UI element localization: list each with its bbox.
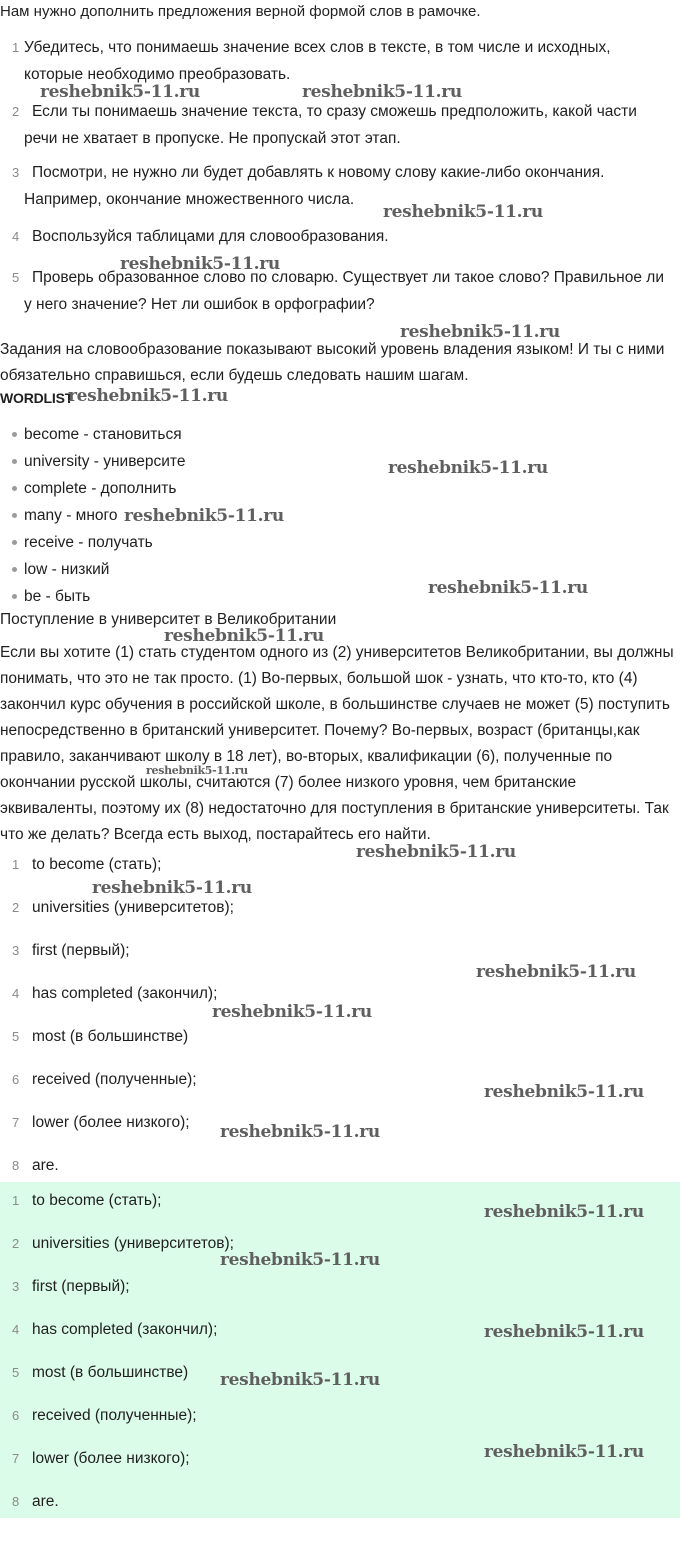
word-entry: low - низкий [24, 561, 110, 578]
watermark: reshebnik5-11.ru [428, 578, 588, 598]
list-item [0, 34, 680, 88]
list-number: 1 [12, 1193, 20, 1208]
watermark: reshebnik5-11.ru [476, 962, 636, 982]
list-number: 5 [12, 1029, 20, 1044]
answer-text: universities (университетов); [32, 899, 234, 916]
step-text [24, 98, 668, 152]
translation-title: Поступление в университет в Великобритании [0, 611, 337, 628]
answer-text: lower (более низкого); [32, 1114, 190, 1131]
watermark: reshebnik5-11.ru [302, 82, 462, 102]
bullet-icon [12, 567, 17, 572]
answer-text: received (полученные); [32, 1071, 197, 1088]
word-entry: many - много [24, 507, 118, 524]
answer-text: to become (стать); [32, 1192, 162, 1209]
list-number: 3 [12, 943, 20, 958]
watermark: reshebnik5-11.ru [484, 1322, 644, 1342]
answer-text: lower (более низкого); [32, 1450, 190, 1467]
watermark: reshebnik5-11.ru [400, 322, 560, 342]
list-number: 4 [12, 1322, 20, 1337]
answer-text: first (первый); [32, 1278, 130, 1295]
answer-text: universities (университетов); [32, 1235, 234, 1252]
watermark: reshebnik5-11.ru [120, 254, 280, 274]
bullet-icon [12, 513, 17, 518]
list-number: 3 [12, 1279, 20, 1294]
list-number: 4 [12, 986, 20, 1001]
watermark: reshebnik5-11.ru [124, 506, 284, 526]
watermark: reshebnik5-11.ru [484, 1442, 644, 1462]
watermark: reshebnik5-11.ru [92, 878, 252, 898]
watermark: reshebnik5-11.ru [40, 82, 200, 102]
list-item [0, 264, 680, 318]
list-item [0, 98, 680, 152]
answer-text: to become (стать); [32, 856, 162, 873]
answer-text: most (в большинстве) [32, 1364, 189, 1381]
watermark: reshebnik5-11.ru [484, 1202, 644, 1222]
wordlist-heading: WORDLIST [0, 390, 74, 406]
list-number: 6 [12, 1072, 20, 1087]
summary-text: Задания на словообразование показывают высокий уровень владения языком! И ты с ними обязательно справишься, если будешь следовать нашим шагам. [0, 341, 665, 384]
step-text-value: Воспользуйся таблицами для словообразования. [32, 228, 389, 245]
bullet-icon [12, 540, 17, 545]
list-number: 8 [12, 1158, 20, 1173]
list-number: 8 [12, 1494, 20, 1509]
watermark: reshebnik5-11.ru [68, 386, 228, 406]
list-item [0, 223, 680, 250]
list-number: 7 [12, 1451, 20, 1466]
answer-text: first (первый); [32, 942, 130, 959]
bullet-icon [12, 432, 17, 437]
intro-line [0, 3, 680, 26]
step-text-value: Если ты понимаешь значение текста, то сразу сможешь предположить, какой части речи не хватает в пропуске. Не пропускай этот этап. [24, 103, 637, 147]
word-entry: become - становиться [24, 426, 182, 443]
watermark: reshebnik5-11.ru [164, 626, 324, 646]
step-text [24, 159, 668, 213]
watermark: reshebnik5-11.ru [220, 1122, 380, 1142]
list-number: 5 [12, 1365, 20, 1380]
answer-text: are. [32, 1493, 59, 1510]
watermark: reshebnik5-11.ru [484, 1082, 644, 1102]
list-number: 2 [12, 900, 20, 915]
list-number: 3 [12, 165, 20, 180]
bullet-icon [12, 594, 17, 599]
answer-text: are. [32, 1157, 59, 1174]
step-text [24, 34, 668, 88]
list-number: 7 [12, 1115, 20, 1130]
list-item [0, 159, 680, 213]
list-number: 6 [12, 1408, 20, 1423]
watermark: reshebnik5-11.ru [146, 764, 248, 777]
watermark: reshebnik5-11.ru [356, 842, 516, 862]
bullet-icon [12, 459, 17, 464]
step-text-value: Убедитесь, что понимаешь значение всех слов в тексте, в том числе и исходных, которые необходимо преобразовать. [24, 39, 611, 83]
list-number: 2 [12, 1236, 20, 1251]
list-number: 5 [12, 270, 20, 285]
step-text [24, 264, 668, 318]
translation-text: Если вы хотите (1) стать студентом одного из (2) университетов Великобритании, вы должны понимать, что это не так просто. (1) Во-первых, большой шок - узнать, что кто-то, кто (4) закончил курс обучения в российской школе, в большинстве случаев не может (5) поступить непосредственно в британский университет. Почему? Во-первых, возраст (британцы,как правило, заканчивают школу в 18 лет), во-вторых, квалификации (6), полученные по окончании русской школы, считаются (7) более низкого уровня, чем британские эквиваленты, поэтому их (8) недостаточно для поступления в британские университеты. Так что же делать? Всегда есть выход, постарайтесь его найти. [0, 644, 674, 843]
list-number: 1 [12, 857, 20, 872]
step-text [24, 223, 668, 250]
watermark: reshebnik5-11.ru [220, 1370, 380, 1390]
watermark: reshebnik5-11.ru [383, 202, 543, 222]
word-entry: be - быть [24, 588, 91, 605]
answer-text: has completed (закончил); [32, 1321, 218, 1338]
answer-text: most (в большинстве) [32, 1028, 189, 1045]
step-text-value: Посмотри, не нужно ли будет добавлять к новому слову какие-либо окончания. Например, окончание множественного числа. [24, 164, 605, 208]
intro-line-text: Нам нужно дополнить предложения верной формой слов в рамочке. [0, 3, 481, 20]
answer-text: has completed (закончил); [32, 985, 218, 1002]
word-entry: university - университе [24, 453, 186, 470]
list-number: 2 [12, 104, 20, 119]
watermark: reshebnik5-11.ru [220, 1250, 380, 1270]
list-number: 1 [12, 40, 20, 55]
watermark: reshebnik5-11.ru [388, 458, 548, 478]
word-entry: receive - получать [24, 534, 153, 551]
bullet-icon [12, 486, 17, 491]
word-entry: complete - дополнить [24, 480, 177, 497]
answer-text: received (полученные); [32, 1407, 197, 1424]
watermark: reshebnik5-11.ru [212, 1002, 372, 1022]
step-text-value: Проверь образованное слово по словарю. Существует ли такое слово? Правильное ли у него значение? Нет ли ошибок в орфографии? [24, 269, 664, 313]
list-number: 4 [12, 229, 20, 244]
